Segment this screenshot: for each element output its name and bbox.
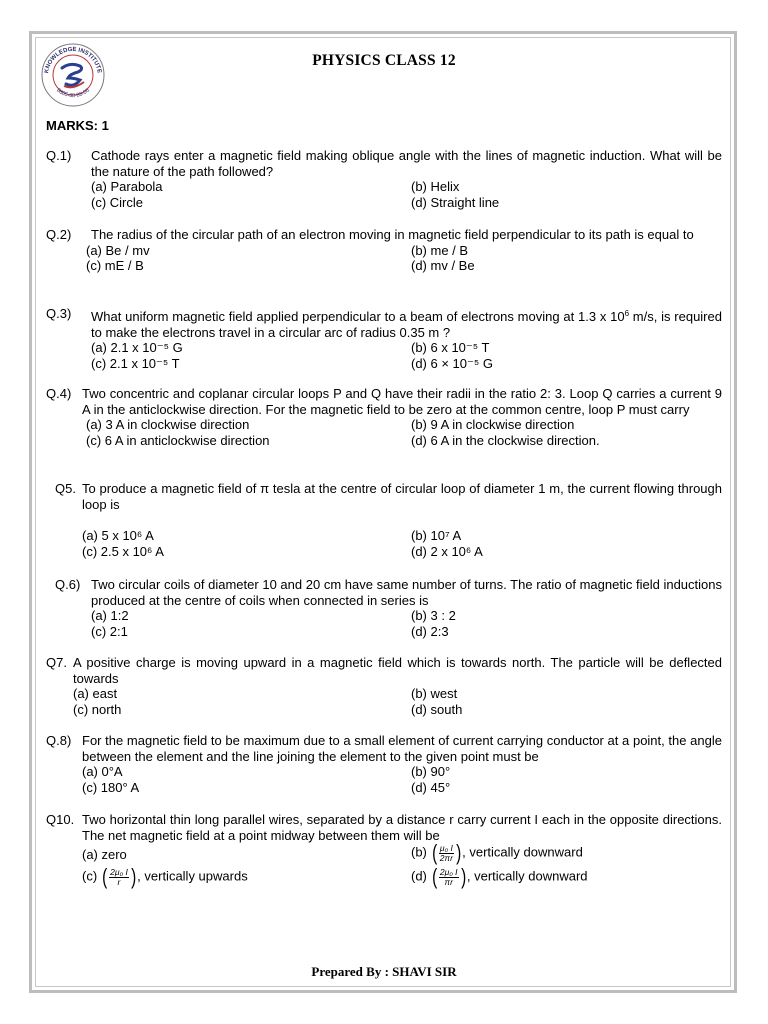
question-text: For the magnetic field to be maximum due to a small element of current carrying conductor at a point, the angle between the element and the line joining the element to the given point must be bbox=[82, 733, 722, 764]
option-a: (a) 5 x 10⁶ A bbox=[82, 528, 154, 543]
option-b: (b) ( $\frac{\text{μ₀ I}}{2\pi r}$ ), vertically downward bbox=[411, 840, 583, 865]
question-number: Q.3) bbox=[46, 306, 72, 321]
question-text: A positive charge is moving upward in a magnetic field which is towards north. The particle will be deflected towards bbox=[73, 655, 722, 686]
question-number: Q.8) bbox=[46, 733, 72, 748]
option-a: (a) zero bbox=[82, 847, 127, 862]
question-1 bbox=[46, 148, 722, 210]
question-8 bbox=[46, 733, 722, 795]
option-b: (b) 90° bbox=[411, 764, 451, 779]
question-10 bbox=[46, 812, 722, 903]
option-c: (c) 6 A in anticlockwise direction bbox=[86, 432, 270, 448]
question-number: Q10. bbox=[46, 812, 75, 827]
option-c: (c) 2.5 x 10⁶ A bbox=[82, 543, 164, 559]
option-c: (c) north bbox=[73, 701, 122, 717]
option-c: (c) 2:1 bbox=[91, 623, 128, 639]
question-text: Two circular coils of diameter 10 and 20 cm have same number of turns. The ratio of magnetic field inductions produced at the centre of coils when connected in series is bbox=[91, 577, 722, 608]
question-4 bbox=[46, 386, 722, 448]
option-d: (d) 2:3 bbox=[411, 623, 449, 639]
footer-prepared-by: Prepared By : SHAVI SIR bbox=[311, 964, 457, 979]
option-d: (d) ( $\frac{\text{2μ₀ I}}{\pi r}$ ), vertically downward bbox=[411, 864, 588, 889]
option-a: (a) Parabola bbox=[91, 179, 163, 194]
question-number: Q5. bbox=[55, 481, 76, 496]
option-b: (b) Helix bbox=[411, 179, 460, 194]
question-6 bbox=[55, 577, 722, 639]
option-c: (c) 180° A bbox=[82, 779, 140, 795]
option-a: (a) 0°A bbox=[82, 764, 123, 779]
option-c: (c) Circle bbox=[91, 194, 143, 210]
option-d: (d) Straight line bbox=[411, 194, 500, 210]
option-b: (b) 6 x 10⁻⁵ T bbox=[411, 340, 490, 355]
question-7 bbox=[46, 655, 722, 717]
question-text: Two horizontal thin long parallel wires, separated by a distance r carry current I each in the opposite directions. The net magnetic field at a point midway between them will be bbox=[82, 812, 722, 843]
option-d: (d) 6 A in the clockwise direction. bbox=[411, 432, 600, 448]
question-text: Cathode rays enter a magnetic field making oblique angle with the lines of magnetic induction. What will be the nature of the path followed? bbox=[91, 148, 722, 179]
option-c: (c) mE / B bbox=[86, 258, 144, 273]
question-number: Q.4) bbox=[46, 386, 72, 401]
option-a: (a) east bbox=[73, 686, 118, 701]
option-b: (b) 10⁷ A bbox=[411, 528, 462, 543]
option-d: (d) south bbox=[411, 701, 463, 717]
question-number: Q.6) bbox=[55, 577, 81, 592]
marks-label: MARKS: 1 bbox=[46, 118, 109, 133]
question-text: What uniform magnetic field applied perpendicular to a beam of electrons moving at 1.3 x $10^6$ m/s, is required to make the electrons travel in a circular arc of radius 0.35 m ? bbox=[91, 309, 722, 340]
question-number: Q7. bbox=[46, 655, 67, 670]
question-number: Q.1) bbox=[46, 148, 72, 163]
question-number: Q.2) bbox=[46, 227, 72, 242]
option-b: (b) west bbox=[411, 686, 458, 701]
option-d: (d) 2 x 10⁶ A bbox=[411, 543, 483, 559]
option-b: (b) 3 : 2 bbox=[411, 608, 456, 623]
page-title: PHYSICS CLASS 12 bbox=[312, 52, 456, 69]
question-text: The radius of the circular path of an electron moving in magnetic field perpendicular to its path is equal to bbox=[91, 227, 694, 242]
option-b: (b) me / B bbox=[411, 242, 469, 258]
option-b: (b) 9 A in clockwise direction bbox=[411, 417, 575, 432]
option-a: (a) Be / mv bbox=[86, 242, 150, 258]
question-2 bbox=[46, 227, 722, 274]
option-d: (d) 6 × 10⁻⁵ G bbox=[411, 355, 493, 371]
option-c: (c) 2.1 x 10⁻⁵ T bbox=[91, 355, 180, 371]
svg-text:8805-88-88-06: 8805-88-88-06 bbox=[55, 87, 91, 100]
option-a: (a) 2.1 x 10⁻⁵ G bbox=[91, 340, 183, 355]
option-a: (a) 3 A in clockwise direction bbox=[86, 417, 250, 432]
question-text: To produce a magnetic field of π tesla at the centre of circular loop of diameter 1 m, the current flowing through loop is bbox=[82, 481, 722, 512]
option-d: (d) mv / Be bbox=[411, 258, 475, 273]
option-c: (c) ( $\frac{\text{2μ₀ I}}{r}$ ), vertically upwards bbox=[82, 864, 248, 889]
option-d: (d) 45° bbox=[411, 779, 451, 795]
question-5 bbox=[55, 481, 722, 559]
question-3 bbox=[46, 306, 722, 371]
question-text: Two concentric and coplanar circular loops P and Q have their radii in the ratio 2: 3. Loop Q carries a current 9 A in the anticlockwise direction. For the magnetic field to be zero at the common centre, loop P must carry bbox=[82, 386, 722, 417]
option-a: (a) 1:2 bbox=[91, 608, 129, 623]
svg-text:KNOWLEDGE INSTITUTE: KNOWLEDGE INSTITUTE bbox=[44, 46, 102, 74]
